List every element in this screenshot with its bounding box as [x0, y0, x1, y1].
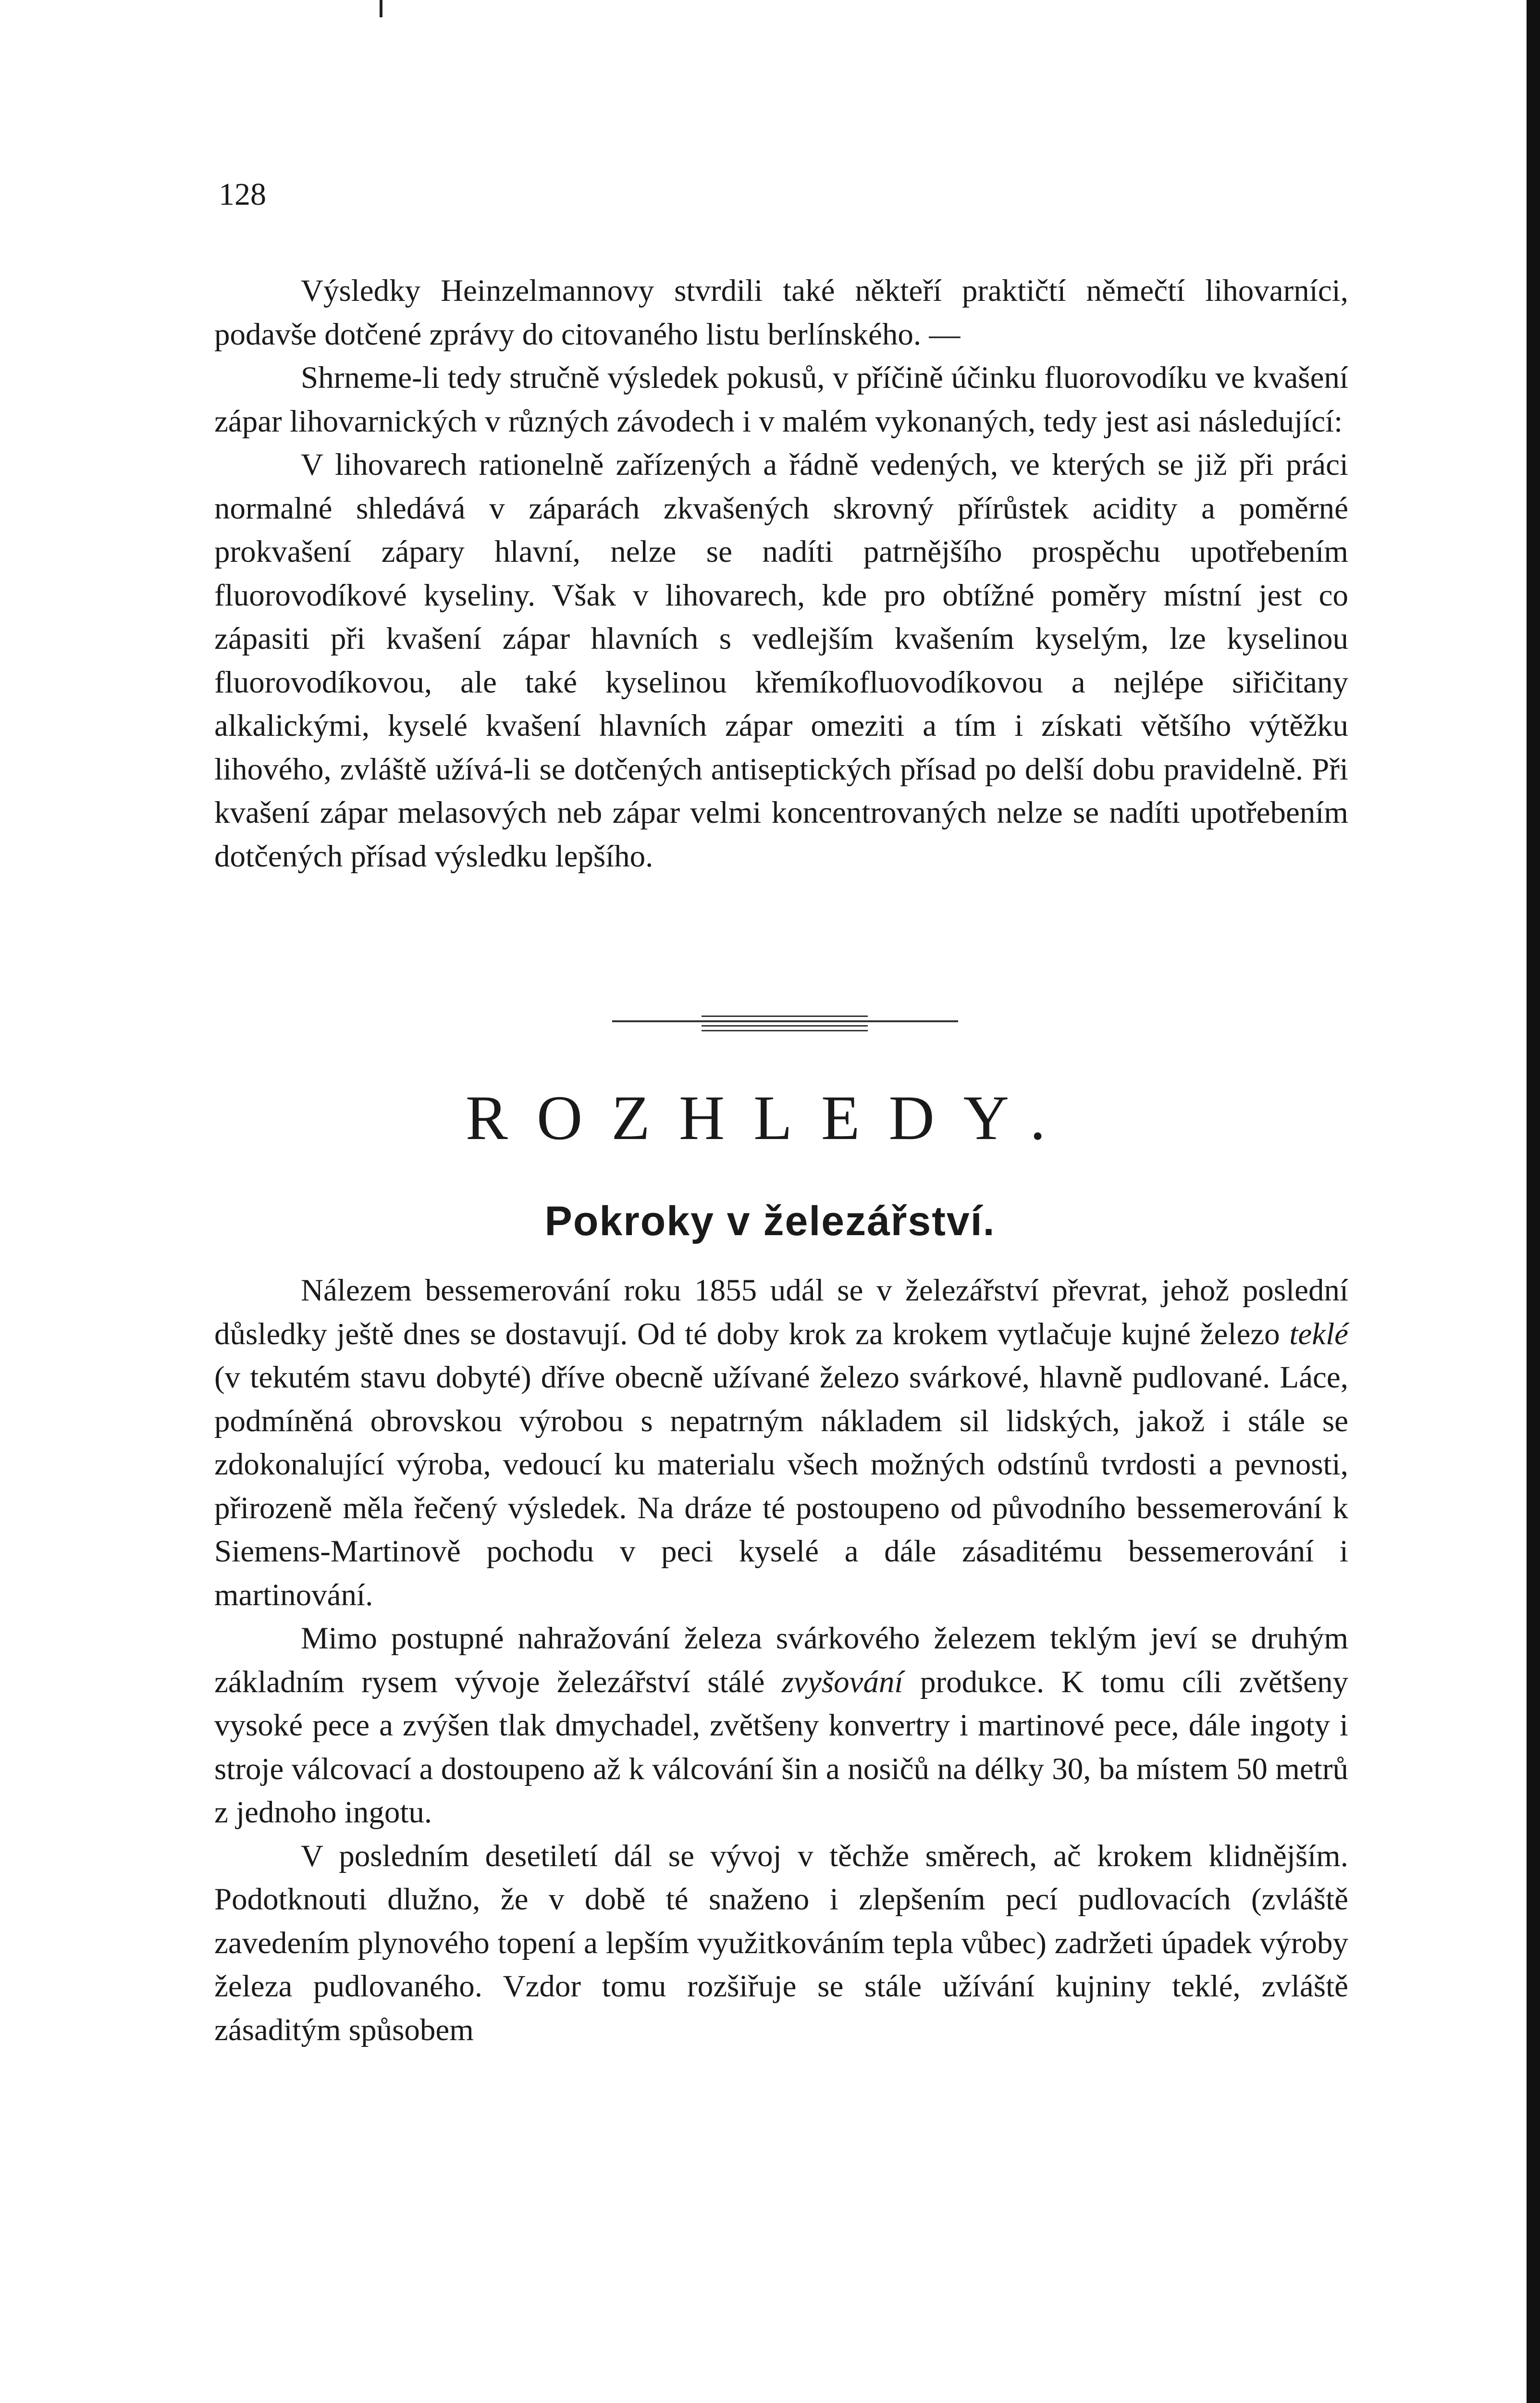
- section-paragraph-3: V posledním desetiletí dál se vývoj v těchže směrech, ač krokem klidnějším. Podotknouti dlužno, že v době té snaženo i zlepšením pecí pudlovacích (zvláště zavedením plynového topení a lepším využitkováním tepla vůbec) zadržeti úpadek výroby železa pudlovaného. Vzdor tomu rozšiřuje se stále užívání kujniny teklé, zvláště zásaditým spůsobem: [214, 1838, 1348, 2047]
- section-title: ROZHLEDY.: [465, 1082, 1075, 1153]
- page-number: 128: [219, 177, 266, 212]
- paragraph-text: produkce. K tomu cíli zvětšeny vysoké pece a zvýšen tlak dmychadel, zvětšeny konvertry i martinové pece, dále ingoty i stroje válcovací a dostoupeno až k válcování šin a nosičů na délky 30, ba místem 50 metrů z jednoho ingotu.: [214, 1664, 1348, 1830]
- emphasized-word: teklé: [1289, 1316, 1348, 1351]
- intro-paragraph-3: V lihovarech rationelně zařízených a řádně vedených, ve kterých se již při práci normalné shledává v záparách zkvašených skrovný přírůstek acidity a poměrné prokvašení zápary hlavní, nelze se nadíti patrnějšího prospěchu upotřebením fluorovodíkové kyseliny. Však v lihovarech, kde pro obtížné poměry místní jest co zápasiti při kvašení zápar hlavních s vedlejším kvašením kyselým, lze kyselinou fluorovodíkovou, ale také kyselinou křemíkofluovodíkovou a nejlépe siřičitany alkalickými, kyselé kvašení hlavních zápar omeziti a tím i získati většího výtěžku lihového, zvláště užívá-li se dotčených antiseptických přísad po delší dobu pravidelně. Při kvašení zápar melasových neb zápar velmi koncentrovaných nelze se nadíti upotřebením dotčených přísad výsledku lepšího.: [214, 447, 1348, 874]
- paragraph-text: (v tekutém stavu dobyté) dříve obecně užívané železo svárkové, hlavně pudlované. Láce, podmíněná obrovskou výrobou s nepatrným nákladem sil lidských, jakož i stále se zdokonalující výroba, vedoucí ku materialu všech možných odstínů tvrdosti a pevnosti, přirozeně měla řečený výsledek. Na dráze té postoupeno od původního bessemerování k Siemens-Martinově pochodu v peci kyselé a dále zásaditému bessemerování i martinování.: [214, 1360, 1348, 1612]
- emphasized-word: zvyšování: [781, 1664, 903, 1699]
- intro-paragraph-1: Výsledky Heinzelmannovy stvrdili také někteří praktičtí němečtí lihovarníci, podavše dotčené zprávy do citovaného listu berlínského. —: [214, 273, 1348, 352]
- divider-line: [702, 1025, 868, 1027]
- section-subtitle: Pokroky v železářství.: [544, 1198, 996, 1244]
- divider-line: [702, 1030, 868, 1031]
- section-divider-ornament: [612, 1012, 958, 1036]
- intro-text: [214, 269, 1348, 878]
- scan-mark: [380, 0, 382, 17]
- divider-line: [702, 1016, 868, 1017]
- section-paragraph-1: [214, 1269, 1348, 1617]
- intro-paragraph-2: Shrneme-li tedy stručně výsledek pokusů, v příčině účinku fluorovodíku ve kvašení zápar lihovarnických v různých závodech i v malém vykonaných, tedy jest asi následující:: [214, 360, 1348, 439]
- divider-line: [612, 1020, 958, 1022]
- section-text: [214, 1269, 1348, 2052]
- section-paragraph-2: [214, 1617, 1348, 1834]
- paragraph-text: Mimo postupné nahražování železa svárkového železem teklým jeví se druhým základním rysem vývoje železářství stálé: [214, 1621, 1348, 1699]
- paragraph-text: Nálezem bessemerování roku 1855 udál se v železářství převrat, jehož poslední důsledky ještě dnes se dostavují. Od té doby krok za krokem vytlačuje kujné železo: [214, 1273, 1348, 1351]
